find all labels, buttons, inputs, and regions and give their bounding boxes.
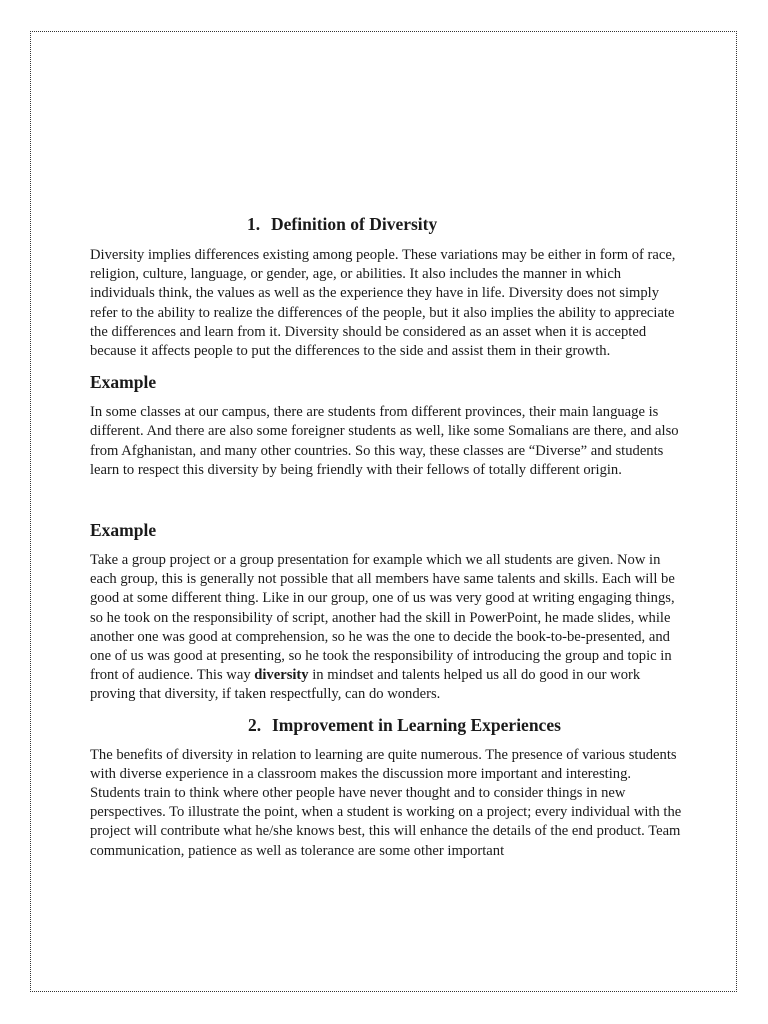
bold-term: diversity bbox=[254, 667, 309, 684]
paragraph-example-1: In some classes at our campus, there are students from different provinces, their main language is different. And there are also some foreigner students as well, like some Somalians are there, and also from Afghanistan, and many other countries. So this way, these classes are “Diverse” and students learn to respect this diversity by being friendly with their fellows of totally different origin. bbox=[90, 404, 679, 478]
heading-title: Definition of Diversity bbox=[271, 214, 438, 234]
heading-example-1: Example bbox=[90, 372, 157, 393]
paragraph-text: Take a group project or a group presentation for example which we all students are given. Now in each group, this is generally not possible that all members have same talents and skills. Each will be good at some different thing. Like in our group, one of us was very good at writing engaging things, so he took on the responsibility of script, another had the skill in PowerPoint, he made slides, while another one was good at comprehension, so he was the one to decide the book-to-be-presented, and one of us was good at presenting, so he took the responsibility of introducing the group and topic in front of audience. This way bbox=[90, 552, 675, 684]
heading-number: 2. bbox=[248, 714, 262, 735]
heading-example-2: Example bbox=[90, 520, 157, 541]
heading-title: Improvement in Learning Experiences bbox=[272, 714, 561, 735]
document-body bbox=[90, 210, 682, 861]
heading-improvement-in-learning bbox=[248, 714, 682, 736]
paragraph-example-2 bbox=[90, 551, 682, 705]
heading-number: 1. bbox=[247, 214, 261, 234]
paragraph-text: in mindset and talents helped us all do good in our work proving that diversity, if taken respectfully, can do wonders. bbox=[90, 667, 641, 703]
paragraph-definition: Diversity implies differences existing among people. These variations may be either in form of race, religion, culture, language, or gender, age, or abilities. It also includes the manner in which individuals think, the values as well as the experience they have in life. Diversity does not simply refer to the ability to realize the differences of the people, but it also implies the ability to appreciate the differences and learn from it. Diversity should be considered as an asset when it is accepted because it affects people to put the differences to the side and assist them in their growth. bbox=[90, 247, 676, 360]
heading-definition-of-diversity bbox=[247, 213, 682, 235]
paragraph-improvement: The benefits of diversity in relation to learning are quite numerous. The presence of various students with diverse experience in a classroom makes the discussion more important and interesting. Students train to think where other people have never thought and to consider things in new perspectives. To illustrate the point, when a student is working on a project; every individual with the project will contribute what he/she knows best, this will enhance the details of the end product. Team communication, patience as well as tolerance are some other important bbox=[90, 746, 682, 859]
